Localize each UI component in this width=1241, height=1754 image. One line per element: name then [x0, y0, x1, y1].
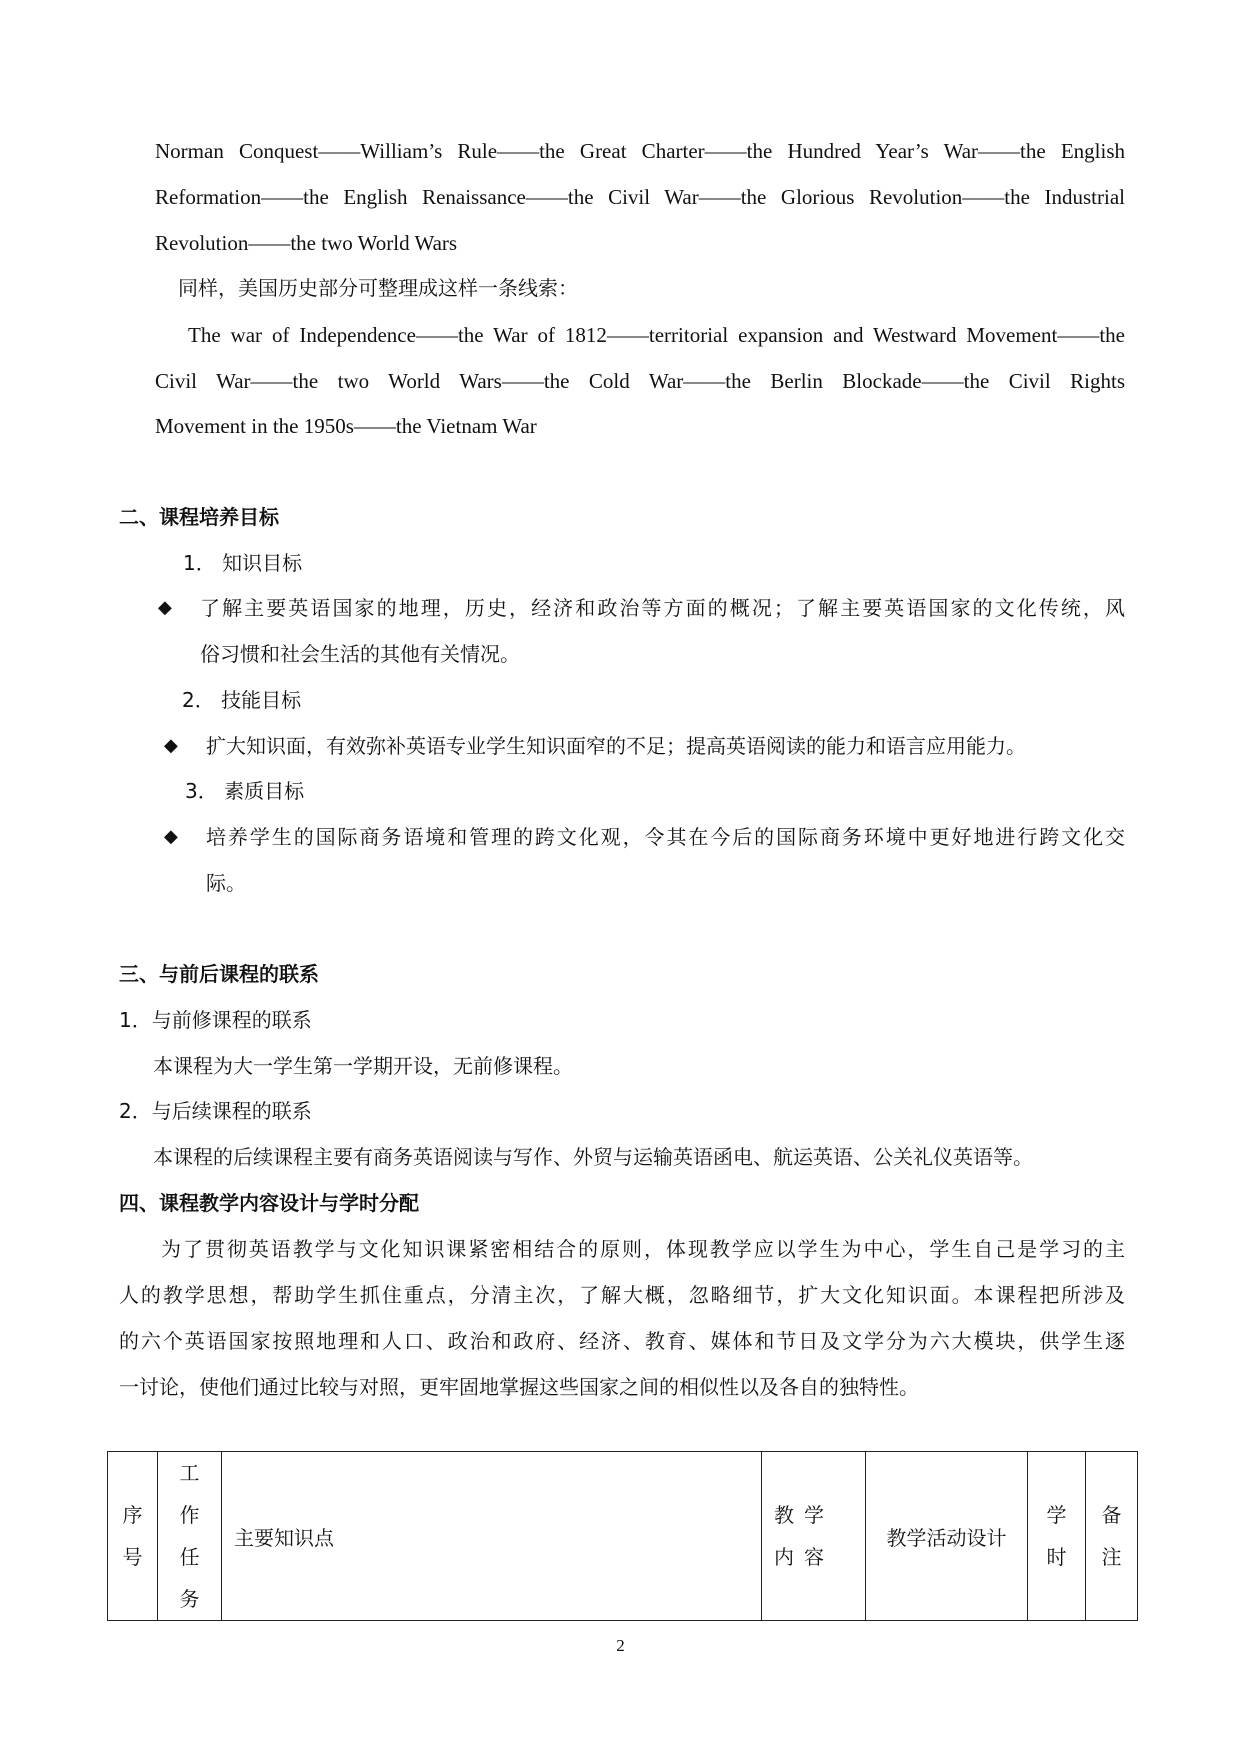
- follow-up-text: 本课程的后续课程主要有商务英语阅读与写作、外贸与运输英语函电、航运英语、公关礼仪英语等。: [153, 1145, 1033, 1169]
- header-teaching-activity-design: 教学活动设计: [866, 1452, 1028, 1621]
- us-history-intro: 同样，美国历史部分可整理成这样一条线索：: [178, 276, 578, 300]
- section-4-title: 四、课程教学内容设计与学时分配: [119, 1191, 419, 1215]
- header-main-knowledge-points: 主要知识点: [222, 1452, 762, 1621]
- course-content-table: [107, 1451, 1138, 1621]
- header-class-hours: 学时: [1028, 1452, 1086, 1621]
- prerequisite-label: 1．与前修课程的联系: [119, 1008, 312, 1032]
- bullet-diamond-icon: ◆: [164, 735, 178, 756]
- uk-history-line-1: Norman Conquest——William’s Rule——the Great Charter——the Hundred Year’s War——the English: [155, 139, 1125, 163]
- section-4-paragraph-line-3: 的六个英语国家按照地理和人口、政治和政府、经济、教育、媒体和节日及文学分为六大模块，供学生逐: [119, 1329, 1125, 1353]
- section-2-title: 二、课程培养目标: [119, 505, 279, 529]
- uk-history-line-2: Reformation——the English Renaissance——the Civil War——the Glorious Revolution——the Industrial: [155, 185, 1125, 209]
- us-history-line-3: Movement in the 1950s——the Vietnam War: [155, 414, 537, 438]
- goal-3-text-line-1: 培养学生的国际商务语境和管理的跨文化观，令其在今后的国际商务环境中更好地进行跨文化交: [206, 825, 1125, 849]
- header-work-task: 工作任务: [158, 1452, 222, 1621]
- header-remarks: 备注: [1086, 1452, 1138, 1621]
- page-number: 2: [616, 1636, 625, 1655]
- us-history-line-1: The war of Independence——the War of 1812——territorial expansion and Westward Movement——the: [188, 323, 1125, 347]
- goal-2-text: 扩大知识面，有效弥补英语专业学生知识面窄的不足；提高英语阅读的能力和语言应用能力。: [206, 734, 1026, 758]
- section-4-paragraph-line-1: 为了贯彻英语教学与文化知识课紧密相结合的原则，体现教学应以学生为中心，学生自己是学习的主: [161, 1237, 1125, 1261]
- prerequisite-text: 本课程为大一学生第一学期开设，无前修课程。: [153, 1054, 573, 1078]
- goal-1-text-line-2: 俗习惯和社会生活的其他有关情况。: [200, 642, 520, 666]
- section-4-paragraph-line-4: 一讨论，使他们通过比较与对照，更牢固地掌握这些国家之间的相似性以及各自的独特性。: [119, 1375, 919, 1399]
- section-4-paragraph-line-2: 人的教学思想，帮助学生抓住重点，分清主次，了解大概，忽略细节，扩大文化知识面。本课程把所涉及: [119, 1283, 1125, 1307]
- uk-history-line-3: Revolution——the two World Wars: [155, 231, 458, 255]
- follow-up-label: 2．与后续课程的联系: [119, 1099, 312, 1123]
- header-serial-number: 序号: [108, 1452, 158, 1621]
- header-teaching-content: 教学内容: [762, 1452, 866, 1621]
- goal-2-label: 2． 技能目标: [182, 688, 302, 712]
- us-history-line-2: Civil War——the two World Wars——the Cold War——the Berlin Blockade——the Civil Rights: [155, 369, 1125, 393]
- bullet-diamond-icon: ◆: [164, 826, 178, 847]
- table-header-row: [108, 1452, 1138, 1621]
- goal-1-text-line-1: 了解主要英语国家的地理，历史，经济和政治等方面的概况；了解主要英语国家的文化传统，风: [200, 596, 1125, 620]
- bullet-diamond-icon: ◆: [158, 597, 172, 618]
- goal-3-label: 3． 素质目标: [185, 779, 305, 803]
- goal-3-text-line-2: 际。: [206, 871, 246, 895]
- section-3-title: 三、与前后课程的联系: [119, 962, 319, 986]
- goal-1-label: 1． 知识目标: [183, 551, 303, 575]
